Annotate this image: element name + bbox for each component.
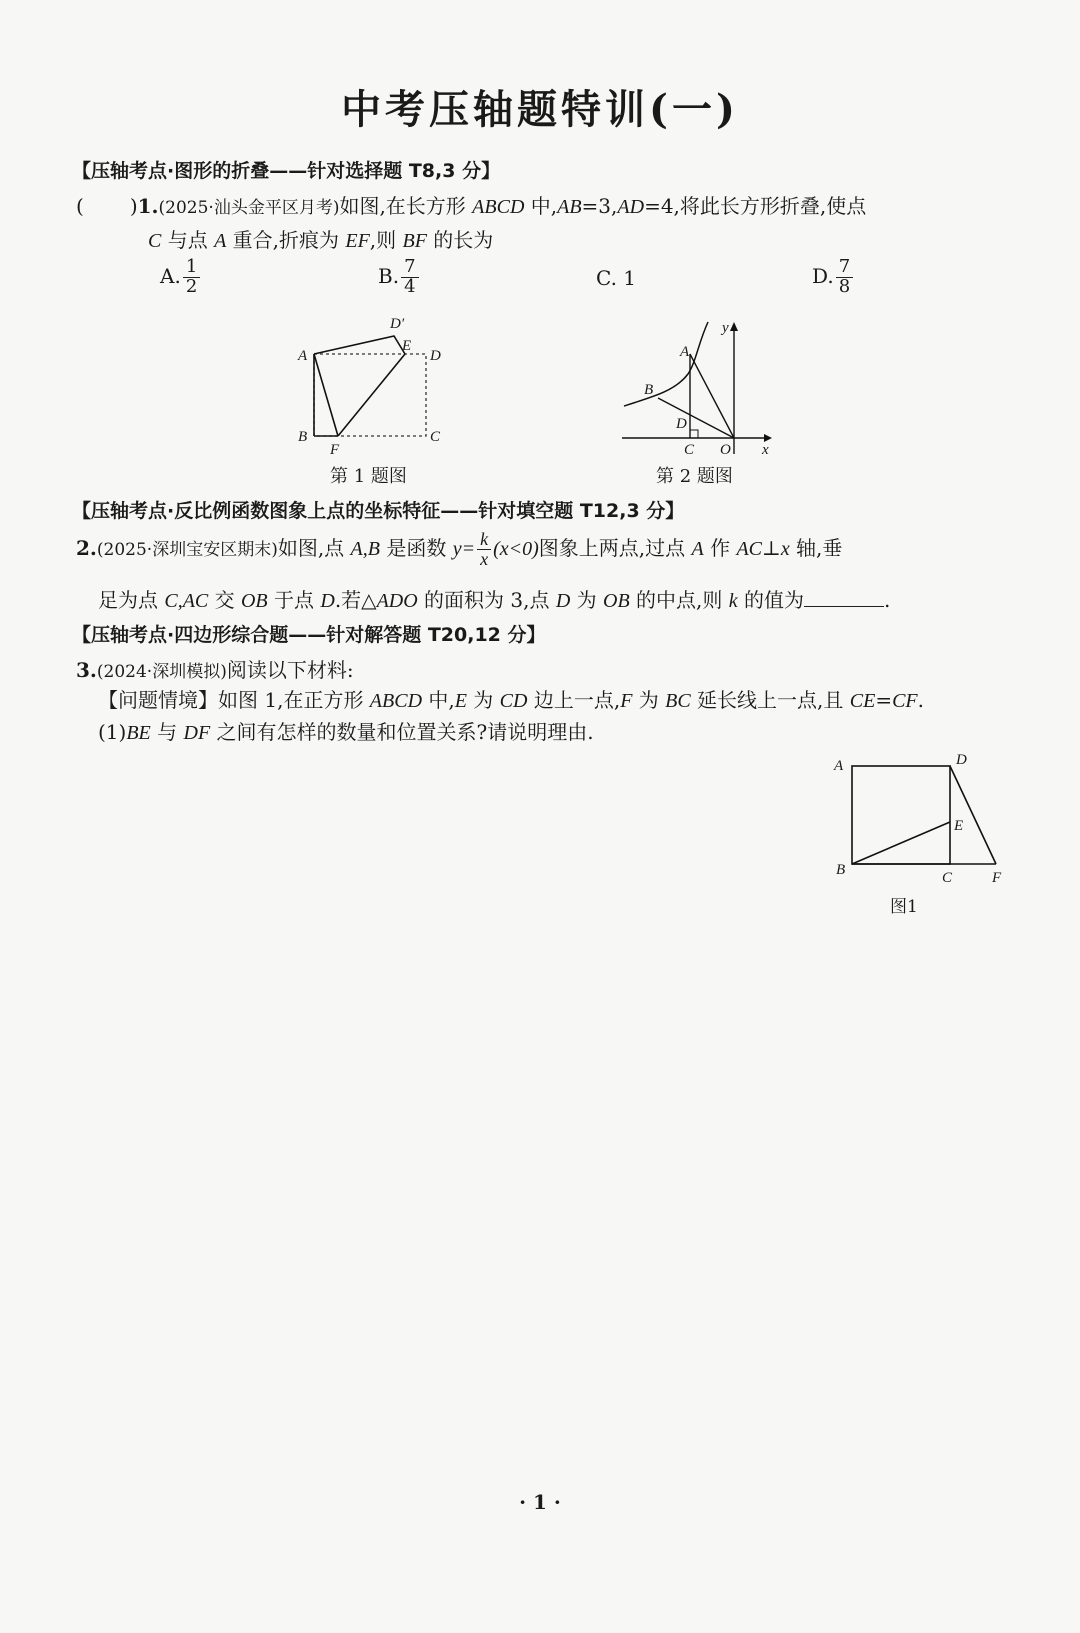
fig1-label-a: A (298, 348, 308, 364)
figure-2-caption: 第 2 题图 (656, 466, 733, 487)
fig2-label-x: x (762, 442, 769, 458)
fig3-label-d: D (956, 752, 967, 768)
question-3-line-1: 3.(2024·深圳模拟)阅读以下材料: (76, 658, 354, 682)
fig2-label-a: A (680, 344, 690, 360)
section-header-quadrilateral: 【压轴考点·四边形综合题——针对解答题 T20,12 分】 (72, 624, 546, 646)
fig2-label-o: O (720, 442, 731, 458)
question-1-line-2: C 与点 A 重合,折痕为 EF,则 BF 的长为 (148, 228, 494, 252)
option-d: D. $\frac{7}{8}$ (812, 258, 855, 297)
question-2-source: (2025·深圳宝安区期末) (96, 539, 278, 560)
figure-3-caption: 图1 (890, 897, 918, 917)
section-header-folding: 【压轴考点·图形的折叠——针对选择题 T8,3 分】 (72, 160, 501, 182)
fig1-label-d-prime: D′ (390, 316, 405, 332)
question-2-line-2: 足为点 C,AC 交 OB 于点 D.若△ADO 的面积为 3,点 D 为 OB 的中点,则 k 的值为 . (98, 588, 891, 612)
fig2-label-y: y (722, 320, 729, 336)
question-3-source: (2024·深圳模拟) (96, 662, 227, 682)
option-a: A. $\frac{1}{2}$ (160, 258, 202, 297)
option-c: C. 1 (596, 266, 637, 290)
fig3-label-e: E (954, 818, 964, 834)
fig3-label-c: C (942, 870, 953, 886)
fig1-label-e: E (402, 338, 412, 354)
question-1-number: 1. (137, 194, 159, 218)
section-header-inverse-function: 【压轴考点·反比例函数图象上点的坐标特征——针对填空题 T12,3 分】 (72, 500, 685, 522)
option-b: B. $\frac{7}{4}$ (378, 258, 421, 297)
fig3-label-a: A (834, 758, 844, 774)
figure-3-square (826, 748, 1016, 888)
page-title: 中考压轴题特训(一) (341, 86, 739, 133)
question-3-number: 3. (76, 658, 97, 682)
figure-1-folded-rectangle (290, 308, 460, 458)
page-number: · 1 · (519, 1490, 561, 1514)
figure-2-hyperbola (616, 314, 786, 464)
fig1-label-f: F (330, 442, 340, 458)
fig3-label-b: B (836, 862, 846, 878)
fig1-label-c: C (430, 429, 441, 445)
fig2-label-c: C (684, 442, 695, 458)
question-3-sub-1: (1)BE 与 DF 之间有怎样的数量和位置关系?请说明理由. (98, 720, 594, 744)
fig2-label-b: B (644, 382, 654, 398)
figure-1-caption: 第 1 题图 (330, 466, 407, 487)
answer-blank (804, 590, 884, 607)
fig1-label-d: D (430, 348, 441, 364)
question-2-number: 2. (76, 535, 97, 560)
fig1-label-b: B (298, 429, 308, 445)
question-1-source: (2025·汕头金平区月考) (158, 198, 340, 218)
question-3-situation: 【问题情境】如图 1,在正方形 ABCD 中,E 为 CD 边上一点,F 为 BC 延长线上一点,且 CE=CF. (98, 688, 925, 712)
question-1-line-1: ( )1.(2025·汕头金平区月考)如图,在长方形 ABCD 中,AB=3,AD=4,将此长方形折叠,使点 (76, 194, 867, 218)
question-2-line-1: 2.(2025·深圳宝安区期末)如图,点 A,B 是函数 y= $\frac{k}{x}$ (x<0)图象上两点,过点 A 作 AC⊥x 轴,垂 (76, 529, 843, 569)
fig3-label-f: F (992, 870, 1002, 886)
fig2-label-d: D (676, 416, 687, 432)
